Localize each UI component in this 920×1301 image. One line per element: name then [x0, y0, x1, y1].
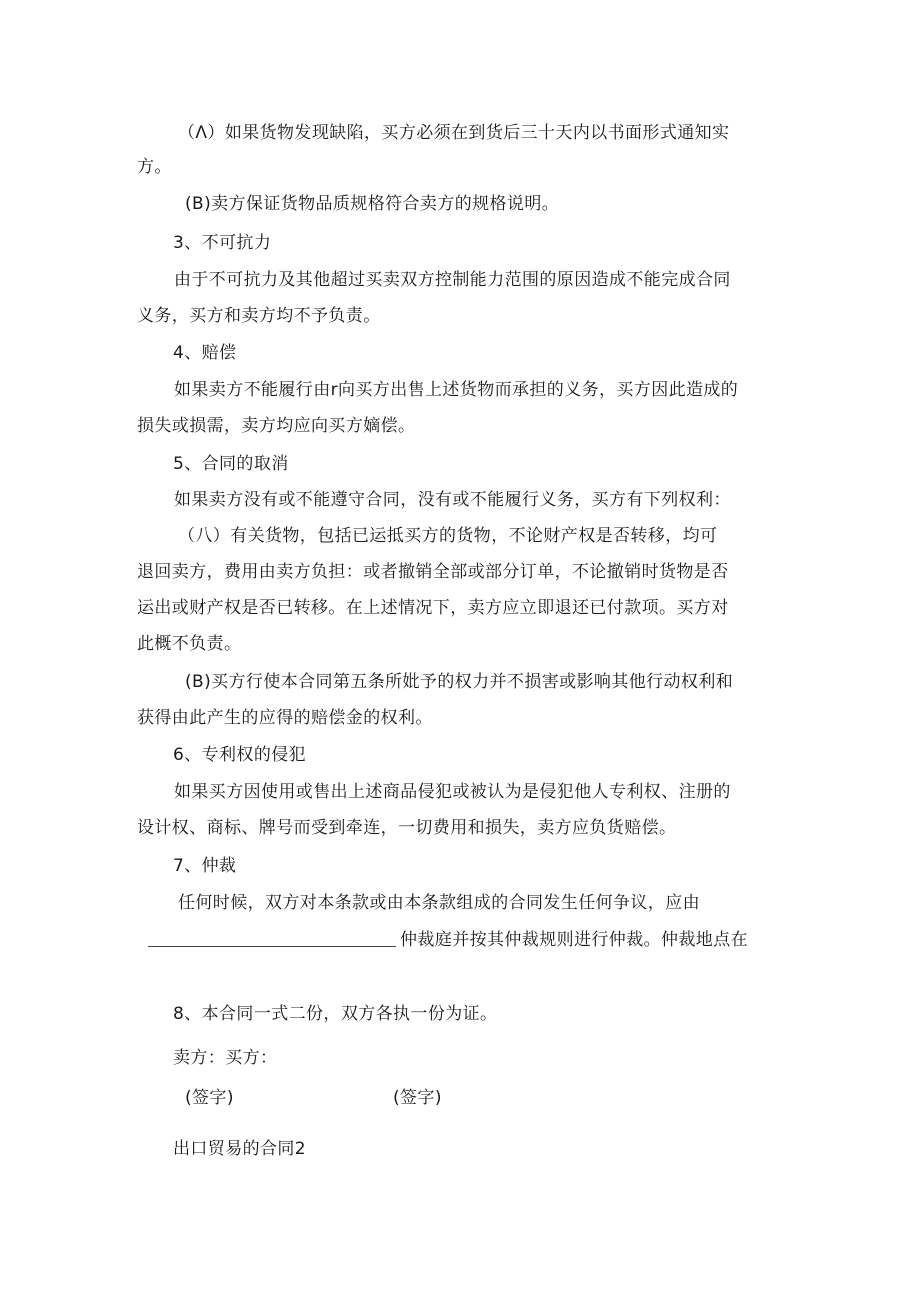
line-11: 如果卖方没有或不能遵守合同，没有或不能履行义务，买方有下列权利：: [174, 490, 731, 510]
line-5: 由于不可抗力及其他超过买卖双方控制能力范围的原因造成不能完成合同: [174, 270, 731, 290]
line-22: 任何时候，双方对本条款或由本条款组成的合同发生任何争议，应由: [178, 893, 700, 913]
buyer-signature: (签字): [393, 1088, 442, 1108]
line-23: 仲裁庭并按其仲裁规则进行仲裁。仲裁地点在: [400, 930, 748, 950]
line-12: （八）有关货物，包括已运抵买方的货物，不论财产权是否转移，均可: [178, 526, 718, 546]
arbitration-blank: [148, 946, 396, 947]
section-5-heading: 5、合同的取消: [173, 454, 289, 474]
section-6-heading: 6、专利权的侵犯: [173, 745, 307, 765]
section-7-heading: 7、仲裁: [173, 856, 237, 876]
next-document-title: 出口贸易的合同2: [173, 1139, 307, 1159]
line-17: 获得由此产生的应得的赔偿金的权利。: [137, 708, 433, 728]
line-2: 方。: [137, 157, 172, 177]
line-9: 损失或损需，卖方均应向买方嫡偿。: [137, 416, 416, 436]
section-4-heading: 4、赔偿: [173, 343, 237, 363]
line-16: (B)买方行使本合同第五条所妣予的权力并不损害或影响其他行动权利和: [185, 672, 734, 692]
section-8-heading: 8、本合同一式二份，双方各执一份为证。: [173, 1004, 498, 1024]
line-19: 如果买方因使用或售出上述商品侵犯或被认为是侵犯他人专利权、注册的: [174, 782, 731, 802]
line-8: 如果卖方不能履行由r向买方出售上述货物而承担的义务，买方因此造成的: [174, 380, 739, 400]
line-1: （Λ）如果货物发现缺陷，买方必须在到货后三十天内以书面形式通知实: [178, 123, 730, 143]
parties-line: 卖方：买方：: [173, 1048, 278, 1068]
line-6: 义务，买方和卖方均不予负责。: [137, 306, 381, 326]
line-13: 退回卖方，费用由卖方负担：或者撤销全部或部分订单，不论撤销时货物是否: [137, 562, 729, 582]
line-15: 此概不负责。: [137, 634, 242, 654]
seller-signature: (签字): [185, 1088, 234, 1108]
line-20: 设计权、商标、牌号而受到牵连，一切费用和损失，卖方应负货赔偿。: [137, 818, 677, 838]
line-3: (B)卖方保证货物品质规格符合卖方的规格说明。: [185, 194, 560, 214]
line-14: 运出或财产权是否已转移。在上述情况下，卖方应立即退还已付款项。买方对: [137, 598, 729, 618]
section-3-heading: 3、不可抗力: [173, 233, 272, 253]
